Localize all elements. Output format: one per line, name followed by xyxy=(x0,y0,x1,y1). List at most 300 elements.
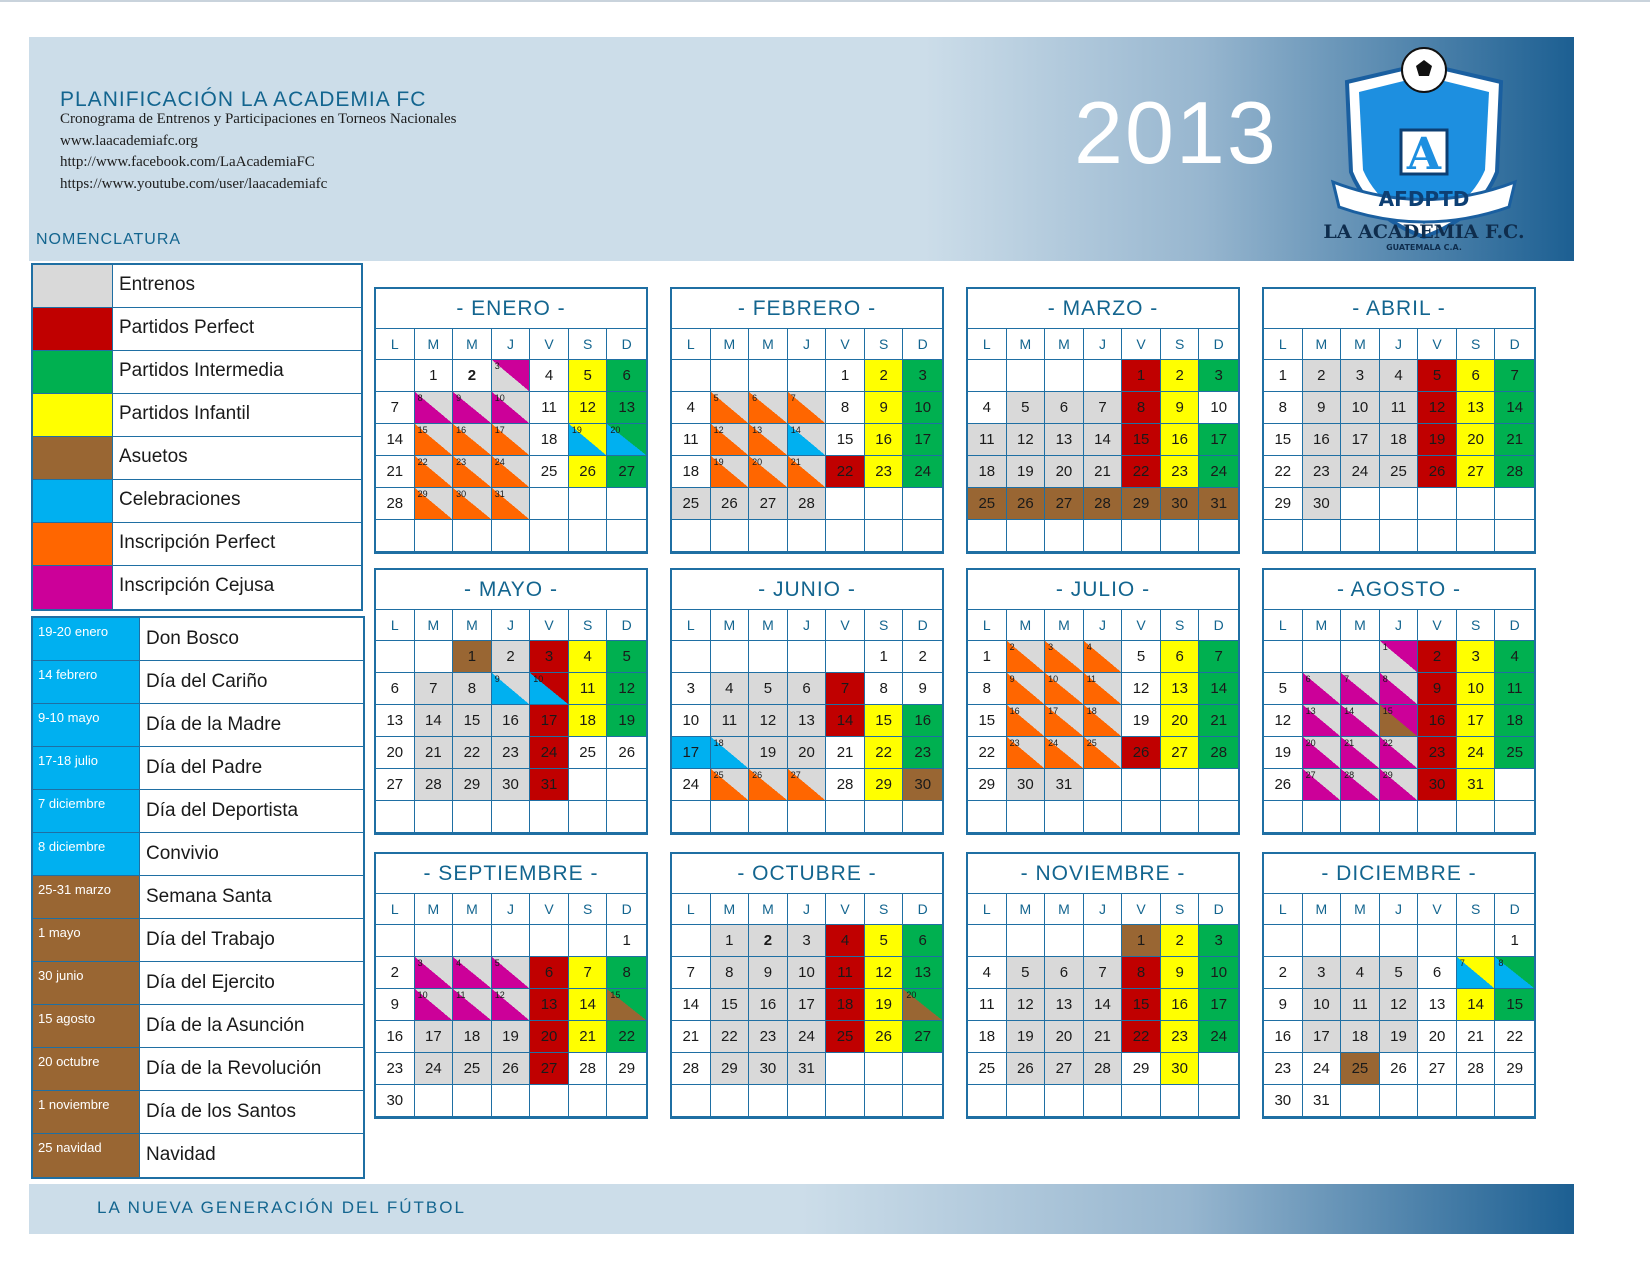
empty-cell xyxy=(607,769,646,801)
legend-swatch xyxy=(33,351,113,393)
legend-swatch xyxy=(33,566,113,609)
events-table xyxy=(31,616,365,1179)
empty-cell xyxy=(530,1085,569,1117)
day-cell: 21 xyxy=(1084,456,1123,488)
day-cell: 12 xyxy=(492,989,531,1021)
weekday-header: M xyxy=(749,610,788,641)
empty-cell xyxy=(1303,520,1342,552)
day-cell: 26 xyxy=(1380,1053,1419,1085)
day-cell: 29 xyxy=(865,769,904,801)
event-date: 20 octubre xyxy=(33,1048,140,1090)
empty-cell xyxy=(607,488,646,520)
empty-cell xyxy=(1495,520,1534,552)
weekday-header: S xyxy=(865,329,904,360)
day-cell: 24 xyxy=(415,1053,454,1085)
empty-cell xyxy=(530,801,569,833)
day-cell: 8 xyxy=(711,957,750,989)
day-cell: 18 xyxy=(711,737,750,769)
event-name: Día del Padre xyxy=(146,757,263,778)
empty-cell xyxy=(1045,925,1084,957)
day-cell: 11 xyxy=(530,392,569,424)
day-cell: 5 xyxy=(865,925,904,957)
day-cell: 21 xyxy=(1457,1021,1496,1053)
page-subtitle: Cronograma de Entrenos y Participaciones en Torneos Nacionales xyxy=(60,111,457,127)
weekday-header: V xyxy=(530,894,569,925)
day-cell: 2 xyxy=(1161,360,1200,392)
day-cell: 18 xyxy=(1084,705,1123,737)
day-cell: 13 xyxy=(788,705,827,737)
empty-cell xyxy=(1007,925,1046,957)
empty-cell xyxy=(826,488,865,520)
day-cell: 4 xyxy=(968,392,1007,424)
day-cell: 23 xyxy=(1161,1021,1200,1053)
weekday-header: D xyxy=(903,610,942,641)
weekday-header: D xyxy=(1495,894,1534,925)
month-calendar xyxy=(670,287,944,554)
day-cell: 17 xyxy=(530,705,569,737)
empty-cell xyxy=(749,641,788,673)
empty-cell xyxy=(903,488,942,520)
day-cell: 3 xyxy=(1341,360,1380,392)
weekday-header: V xyxy=(530,610,569,641)
day-cell: 14 xyxy=(1084,989,1123,1021)
legend-swatch xyxy=(33,437,113,479)
weekday-header: D xyxy=(607,610,646,641)
event-row xyxy=(33,1048,363,1091)
empty-cell xyxy=(711,641,750,673)
day-cell: 14 xyxy=(1341,705,1380,737)
day-cell: 11 xyxy=(968,424,1007,456)
facebook-link[interactable]: http://www.facebook.com/LaAcademiaFC xyxy=(60,154,315,170)
weekday-header: V xyxy=(826,610,865,641)
empty-cell xyxy=(415,520,454,552)
day-cell: 20 xyxy=(1045,1021,1084,1053)
weekday-header: M xyxy=(1007,894,1046,925)
event-name: Día del Cariño xyxy=(146,671,268,692)
day-cell: 1 xyxy=(1380,641,1419,673)
day-cell: 22 xyxy=(453,737,492,769)
weekday-header: M xyxy=(1045,894,1084,925)
weekday-header: D xyxy=(1199,329,1238,360)
day-cell: 5 xyxy=(1007,392,1046,424)
weekday-header: V xyxy=(530,329,569,360)
day-cell: 13 xyxy=(1045,424,1084,456)
day-cell: 10 xyxy=(530,673,569,705)
legend-label: Inscripción Cejusa xyxy=(119,575,275,596)
empty-cell xyxy=(826,1053,865,1085)
day-cell: 22 xyxy=(865,737,904,769)
day-cell: 16 xyxy=(1303,424,1342,456)
day-cell: 1 xyxy=(865,641,904,673)
empty-cell xyxy=(569,520,608,552)
weekday-header: V xyxy=(1122,329,1161,360)
empty-cell xyxy=(530,925,569,957)
weekday-header: S xyxy=(1457,610,1496,641)
empty-cell xyxy=(788,520,827,552)
weekday-header: M xyxy=(1007,610,1046,641)
event-date: 19-20 enero xyxy=(33,618,140,660)
day-cell: 19 xyxy=(865,989,904,1021)
day-cell: 9 xyxy=(1303,392,1342,424)
day-cell: 11 xyxy=(672,424,711,456)
empty-cell xyxy=(569,769,608,801)
empty-cell xyxy=(1457,520,1496,552)
day-cell: 23 xyxy=(749,1021,788,1053)
day-cell: 26 xyxy=(711,488,750,520)
weekday-header: M xyxy=(1045,610,1084,641)
day-cell: 16 xyxy=(749,989,788,1021)
day-cell: 10 xyxy=(415,989,454,1021)
month-title: - FEBRERO - xyxy=(672,289,942,329)
weekday-header: D xyxy=(607,894,646,925)
day-cell: 17 xyxy=(903,424,942,456)
day-cell: 31 xyxy=(530,769,569,801)
empty-cell xyxy=(1161,1085,1200,1117)
empty-cell xyxy=(415,801,454,833)
day-cell: 22 xyxy=(826,456,865,488)
day-cell: 23 xyxy=(903,737,942,769)
weekday-header: M xyxy=(711,610,750,641)
day-cell: 1 xyxy=(968,641,1007,673)
weekday-header: V xyxy=(826,329,865,360)
day-cell: 19 xyxy=(1380,1021,1419,1053)
day-cell: 6 xyxy=(1045,957,1084,989)
day-cell: 23 xyxy=(492,737,531,769)
day-cell: 17 xyxy=(672,737,711,769)
day-cell: 13 xyxy=(749,424,788,456)
empty-cell xyxy=(903,1085,942,1117)
day-cell: 11 xyxy=(826,957,865,989)
weekday-header: D xyxy=(1199,894,1238,925)
empty-cell xyxy=(1495,801,1534,833)
empty-cell xyxy=(453,520,492,552)
day-cell: 6 xyxy=(530,957,569,989)
day-cell: 21 xyxy=(569,1021,608,1053)
empty-cell xyxy=(968,1085,1007,1117)
day-cell: 18 xyxy=(826,989,865,1021)
event-row xyxy=(33,1091,363,1134)
day-cell: 27 xyxy=(1418,1053,1457,1085)
legend-label: Partidos Intermedia xyxy=(119,360,284,381)
empty-cell xyxy=(569,1085,608,1117)
weekday-header: V xyxy=(826,894,865,925)
weekday-header: L xyxy=(1264,329,1303,360)
day-cell: 26 xyxy=(1007,488,1046,520)
weekday-header: J xyxy=(1084,894,1123,925)
day-cell: 20 xyxy=(1045,456,1084,488)
svg-text:LA ACADEMIA F.C.: LA ACADEMIA F.C. xyxy=(1323,221,1525,243)
event-row xyxy=(33,1134,363,1177)
weekday-header: M xyxy=(1341,894,1380,925)
empty-cell xyxy=(569,925,608,957)
weekday-header: L xyxy=(672,894,711,925)
empty-cell xyxy=(530,488,569,520)
day-cell: 19 xyxy=(1007,1021,1046,1053)
day-cell: 4 xyxy=(826,925,865,957)
empty-cell xyxy=(1045,360,1084,392)
empty-cell xyxy=(1380,925,1419,957)
day-cell: 13 xyxy=(1303,705,1342,737)
day-cell: 11 xyxy=(968,989,1007,1021)
weekday-header: J xyxy=(788,610,827,641)
empty-cell xyxy=(788,801,827,833)
event-row xyxy=(33,747,363,790)
empty-cell xyxy=(749,360,788,392)
day-cell: 30 xyxy=(453,488,492,520)
youtube-link[interactable]: https://www.youtube.com/user/laacademiafc xyxy=(60,176,328,192)
empty-cell xyxy=(1007,1085,1046,1117)
empty-cell xyxy=(1457,801,1496,833)
day-cell: 3 xyxy=(530,641,569,673)
empty-cell xyxy=(1264,641,1303,673)
event-name: Día de la Asunción xyxy=(146,1015,305,1036)
svg-text:GUATEMALA C.A.: GUATEMALA C.A. xyxy=(1386,243,1462,252)
empty-cell xyxy=(415,1085,454,1117)
day-cell: 3 xyxy=(1199,925,1238,957)
footer-slogan: LA NUEVA GENERACIÓN DEL FÚTBOL xyxy=(97,1198,466,1217)
day-cell: 5 xyxy=(1380,957,1419,989)
day-cell: 26 xyxy=(607,737,646,769)
day-cell: 25 xyxy=(968,1053,1007,1085)
empty-cell xyxy=(1045,801,1084,833)
weekday-header: S xyxy=(865,610,904,641)
day-cell: 26 xyxy=(1122,737,1161,769)
empty-cell xyxy=(865,520,904,552)
day-cell: 8 xyxy=(1495,957,1534,989)
empty-cell xyxy=(1303,641,1342,673)
day-cell: 18 xyxy=(569,705,608,737)
event-date: 30 junio xyxy=(33,962,140,1004)
day-cell: 15 xyxy=(1380,705,1419,737)
day-cell: 8 xyxy=(1264,392,1303,424)
empty-cell xyxy=(1303,801,1342,833)
empty-cell xyxy=(1457,488,1496,520)
month-title: - ABRIL - xyxy=(1264,289,1534,329)
day-cell: 5 xyxy=(1418,360,1457,392)
legend-label: Partidos Perfect xyxy=(119,317,255,338)
day-cell: 19 xyxy=(1007,456,1046,488)
day-cell: 7 xyxy=(569,957,608,989)
day-cell: 3 xyxy=(672,673,711,705)
legend-swatch xyxy=(33,523,113,565)
day-cell: 28 xyxy=(788,488,827,520)
website-link[interactable]: www.laacademiafc.org xyxy=(60,133,198,149)
day-cell: 7 xyxy=(826,673,865,705)
legend-label: Celebraciones xyxy=(119,489,241,510)
footer-banner xyxy=(29,1184,1574,1234)
day-cell: 28 xyxy=(672,1053,711,1085)
legend-swatch xyxy=(33,308,113,350)
day-cell: 23 xyxy=(1007,737,1046,769)
empty-cell xyxy=(968,801,1007,833)
empty-cell xyxy=(453,925,492,957)
empty-cell xyxy=(711,1085,750,1117)
weekday-header: D xyxy=(1199,610,1238,641)
day-cell: 19 xyxy=(749,737,788,769)
empty-cell xyxy=(865,1053,904,1085)
day-cell: 4 xyxy=(453,957,492,989)
day-cell: 22 xyxy=(1495,1021,1534,1053)
event-date: 15 agosto xyxy=(33,1005,140,1047)
day-cell: 2 xyxy=(865,360,904,392)
empty-cell xyxy=(1264,520,1303,552)
day-cell: 13 xyxy=(1418,989,1457,1021)
day-cell: 30 xyxy=(749,1053,788,1085)
day-cell: 18 xyxy=(968,456,1007,488)
month-calendar xyxy=(966,287,1240,554)
day-cell: 8 xyxy=(865,673,904,705)
month-calendar xyxy=(966,852,1240,1119)
event-date: 14 febrero xyxy=(33,661,140,703)
empty-cell xyxy=(1007,801,1046,833)
day-cell: 4 xyxy=(711,673,750,705)
day-cell: 2 xyxy=(749,925,788,957)
day-cell: 8 xyxy=(415,392,454,424)
weekday-header: M xyxy=(1303,610,1342,641)
day-cell: 22 xyxy=(1122,1021,1161,1053)
year-label: 2013 xyxy=(1074,83,1278,182)
empty-cell xyxy=(1199,1053,1238,1085)
day-cell: 14 xyxy=(1495,392,1534,424)
empty-cell xyxy=(376,520,415,552)
empty-cell xyxy=(826,1085,865,1117)
empty-cell xyxy=(1161,801,1200,833)
weekday-header: M xyxy=(415,894,454,925)
empty-cell xyxy=(1303,925,1342,957)
empty-cell xyxy=(1418,925,1457,957)
event-date: 1 mayo xyxy=(33,919,140,961)
day-cell: 28 xyxy=(1457,1053,1496,1085)
day-cell: 9 xyxy=(1161,392,1200,424)
day-cell: 31 xyxy=(1457,769,1496,801)
day-cell: 30 xyxy=(1161,1053,1200,1085)
day-cell: 9 xyxy=(1264,989,1303,1021)
empty-cell xyxy=(672,360,711,392)
empty-cell xyxy=(749,1085,788,1117)
empty-cell xyxy=(1380,488,1419,520)
empty-cell xyxy=(1341,925,1380,957)
legend-swatch xyxy=(33,265,113,307)
day-cell: 6 xyxy=(607,360,646,392)
day-cell: 16 xyxy=(453,424,492,456)
legend-swatch xyxy=(33,394,113,436)
empty-cell xyxy=(826,641,865,673)
day-cell: 5 xyxy=(1122,641,1161,673)
day-cell: 20 xyxy=(788,737,827,769)
day-cell: 3 xyxy=(903,360,942,392)
day-cell: 6 xyxy=(1045,392,1084,424)
day-cell: 12 xyxy=(1264,705,1303,737)
day-cell: 20 xyxy=(530,1021,569,1053)
empty-cell xyxy=(1380,520,1419,552)
month-calendar xyxy=(1262,852,1536,1119)
empty-cell xyxy=(1495,1085,1534,1117)
weekday-header: J xyxy=(1380,329,1419,360)
day-cell: 10 xyxy=(1199,392,1238,424)
weekday-header: J xyxy=(492,610,531,641)
day-cell: 16 xyxy=(865,424,904,456)
day-cell: 9 xyxy=(749,957,788,989)
event-name: Don Bosco xyxy=(146,628,239,649)
day-cell: 20 xyxy=(749,456,788,488)
legend-row xyxy=(33,308,361,351)
empty-cell xyxy=(711,360,750,392)
day-cell: 26 xyxy=(492,1053,531,1085)
empty-cell xyxy=(1084,360,1123,392)
empty-cell xyxy=(1495,769,1534,801)
day-cell: 18 xyxy=(1380,424,1419,456)
empty-cell xyxy=(415,925,454,957)
empty-cell xyxy=(968,925,1007,957)
day-cell: 1 xyxy=(415,360,454,392)
empty-cell xyxy=(749,520,788,552)
event-row xyxy=(33,1005,363,1048)
legend-row xyxy=(33,351,361,394)
day-cell: 30 xyxy=(376,1085,415,1117)
day-cell: 24 xyxy=(788,1021,827,1053)
empty-cell xyxy=(1084,520,1123,552)
empty-cell xyxy=(492,520,531,552)
day-cell: 1 xyxy=(607,925,646,957)
day-cell: 31 xyxy=(1045,769,1084,801)
weekday-header: M xyxy=(1303,329,1342,360)
day-cell: 22 xyxy=(711,1021,750,1053)
weekday-header: D xyxy=(903,894,942,925)
empty-cell xyxy=(711,520,750,552)
day-cell: 24 xyxy=(672,769,711,801)
empty-cell xyxy=(903,801,942,833)
day-cell: 11 xyxy=(711,705,750,737)
day-cell: 31 xyxy=(1199,488,1238,520)
event-row xyxy=(33,919,363,962)
weekday-header: J xyxy=(1380,894,1419,925)
day-cell: 19 xyxy=(1122,705,1161,737)
empty-cell xyxy=(1418,520,1457,552)
day-cell: 30 xyxy=(1007,769,1046,801)
day-cell: 18 xyxy=(1341,1021,1380,1053)
event-date: 25 navidad xyxy=(33,1134,140,1177)
day-cell: 27 xyxy=(1303,769,1342,801)
day-cell: 21 xyxy=(788,456,827,488)
day-cell: 10 xyxy=(1199,957,1238,989)
day-cell: 16 xyxy=(1264,1021,1303,1053)
event-name: Día de los Santos xyxy=(146,1101,296,1122)
day-cell: 13 xyxy=(607,392,646,424)
day-cell: 15 xyxy=(865,705,904,737)
weekday-header: S xyxy=(569,610,608,641)
day-cell: 12 xyxy=(711,424,750,456)
weekday-header: V xyxy=(1418,329,1457,360)
month-calendar xyxy=(1262,287,1536,554)
day-cell: 21 xyxy=(672,1021,711,1053)
weekday-header: V xyxy=(1122,894,1161,925)
empty-cell xyxy=(1084,1085,1123,1117)
empty-cell xyxy=(1418,801,1457,833)
weekday-header: M xyxy=(711,329,750,360)
day-cell: 7 xyxy=(1084,392,1123,424)
empty-cell xyxy=(1084,801,1123,833)
day-cell: 6 xyxy=(1457,360,1496,392)
weekday-header: D xyxy=(607,329,646,360)
weekday-header: L xyxy=(672,610,711,641)
day-cell: 6 xyxy=(1161,641,1200,673)
day-cell: 22 xyxy=(607,1021,646,1053)
weekday-header: L xyxy=(1264,610,1303,641)
legend-label: Asuetos xyxy=(119,446,188,467)
empty-cell xyxy=(826,520,865,552)
day-cell: 17 xyxy=(1045,705,1084,737)
day-cell: 16 xyxy=(376,1021,415,1053)
